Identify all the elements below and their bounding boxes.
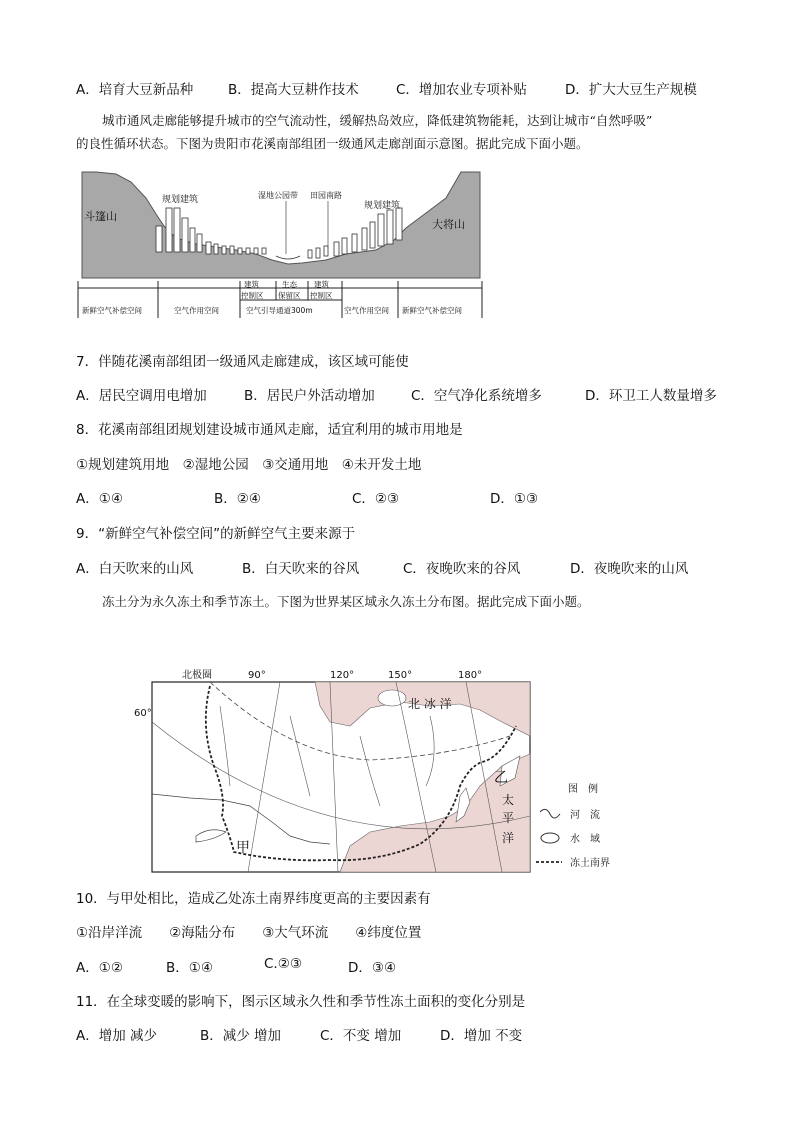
zone-eco-l2: 保留区: [278, 291, 301, 300]
zone-action-right: 空气作用空间: [344, 306, 389, 315]
q7-stem: 7．伴随花溪南部组团一级通风走廊建成，该区域可能使: [76, 354, 409, 370]
planned-building-right-label: 规划建筑: [364, 201, 401, 211]
zone-control-1-l2: 控制区: [241, 291, 264, 300]
q7-option-b: B．居民户外活动增加: [244, 388, 375, 404]
zone-guide-channel: 空气引导通道300m: [246, 306, 313, 315]
road-label: 田园南路: [310, 191, 342, 200]
lon-90: 90°: [248, 670, 266, 681]
legend-water-label: 水 域: [570, 834, 600, 845]
legend-title: 图 例: [568, 784, 598, 795]
q10-stem: 10．与甲处相比，造成乙处冻土南界纬度更高的主要因素有: [76, 891, 431, 907]
zone-action-left: 空气作用空间: [174, 306, 219, 315]
zone-control-1-l1: 建筑: [244, 280, 259, 289]
planned-building-left-label: 规划建筑: [162, 195, 199, 205]
q11-stem: 11．在全球变暖的影响下，图示区域永久性和季节性冻土面积的变化分别是: [76, 994, 526, 1010]
legend-river-label: 河 流: [570, 810, 600, 821]
arctic-ocean-label: 北 冰 洋: [408, 697, 452, 711]
q9-option-a: A．白天吹来的山风: [76, 561, 194, 577]
q8-choices: ①规划建筑用地 ②湿地公园 ③交通用地 ④未开发土地: [76, 457, 422, 473]
q10-choices: ①沿岸洋流 ②海陆分布 ③大气环流 ④纬度位置: [76, 925, 422, 941]
q9-option-c: C．夜晚吹来的谷风: [403, 561, 521, 577]
q8-option-a: A．①④: [76, 491, 123, 507]
q11-option-b: B．减少 增加: [200, 1028, 282, 1044]
zone-fresh-left: 新鲜空气补偿空间: [82, 306, 142, 315]
q7-option-a: A．居民空调用电增加: [76, 388, 207, 404]
zone-control-2-l1: 建筑: [314, 280, 329, 289]
q8-option-c: C．②③: [352, 491, 400, 507]
q6-option-d: D．扩大大豆生产规模: [565, 82, 697, 98]
legend-permafrost-label: 冻土南界: [570, 858, 610, 869]
legend-river-icon: [540, 809, 560, 818]
left-mountain-label: 斗篷山: [84, 210, 117, 223]
q7-option-c: C．空气净化系统增多: [411, 388, 542, 404]
q6-option-a: A．培育大豆新品种: [76, 82, 194, 98]
legend-water-icon: [541, 833, 559, 843]
place-yi-label: 乙: [494, 770, 508, 786]
pacific-label-3: 洋: [502, 831, 515, 845]
valley-river: [276, 256, 300, 259]
zone-control-2-l2: 控制区: [310, 291, 333, 300]
q10-option-d: D．③④: [348, 960, 397, 976]
q8-option-d: D．①③: [490, 491, 539, 507]
terrain-profile: [82, 172, 480, 278]
zone-fresh-right: 新鲜空气补偿空间: [402, 306, 462, 315]
corridor-profile-figure: [76, 168, 486, 324]
right-mountain-label: 大将山: [432, 218, 465, 231]
q11-option-d: D．增加 不变: [440, 1028, 523, 1044]
q10-option-a: A．①②: [76, 960, 123, 976]
q10-option-b: B．①④: [166, 960, 213, 976]
intro2: 冻土分为永久冻土和季节冻土。下图为世界某区域永久冻土分布图。据此完成下面小题。: [102, 594, 590, 609]
zone-eco-l1: 生态: [282, 280, 297, 289]
q8-option-b: B．②④: [214, 491, 261, 507]
place-jia-label: 甲: [236, 840, 250, 856]
lon-120: 120°: [330, 670, 355, 681]
q11-option-c: C．不变 增加: [320, 1028, 402, 1044]
q11-option-a: A．增加 减少: [76, 1028, 158, 1044]
q10-option-c: C.②③: [264, 956, 302, 972]
pacific-label-1: 太: [502, 793, 515, 807]
intro1-line1: 城市通风走廊能够提升城市的空气流动性，缓解热岛效应，降低建筑物能耗，达到让城市“自然呼吸”: [102, 113, 653, 128]
lat-60: 60°: [134, 708, 152, 719]
q6-option-b: B．提高大豆耕作技术: [228, 82, 359, 98]
permafrost-map-figure: [130, 666, 650, 876]
lon-150: 150°: [388, 670, 413, 681]
q9-option-b: B．白天吹来的谷风: [242, 561, 360, 577]
wetland-belt-label: 湿地公园带: [258, 191, 298, 200]
intro1-line2: 的良性循环状态。下图为贵阳市花溪南部组团一级通风走廊剖面示意图。据此完成下面小题。: [76, 136, 589, 151]
pacific-label-2: 平: [502, 811, 515, 825]
q9-stem: 9．“新鲜空气补偿空间”的新鲜空气主要来源于: [76, 526, 356, 542]
q8-stem: 8．花溪南部组团规划建设城市通风走廊，适宜利用的城市用地是: [76, 422, 463, 438]
arctic-circle-label: 北极圈: [182, 670, 212, 681]
q9-option-d: D．夜晚吹来的山风: [570, 561, 689, 577]
q7-option-d: D．环卫工人数量增多: [585, 388, 717, 404]
lon-180: 180°: [458, 670, 483, 681]
q6-option-c: C．增加农业专项补贴: [396, 82, 527, 98]
